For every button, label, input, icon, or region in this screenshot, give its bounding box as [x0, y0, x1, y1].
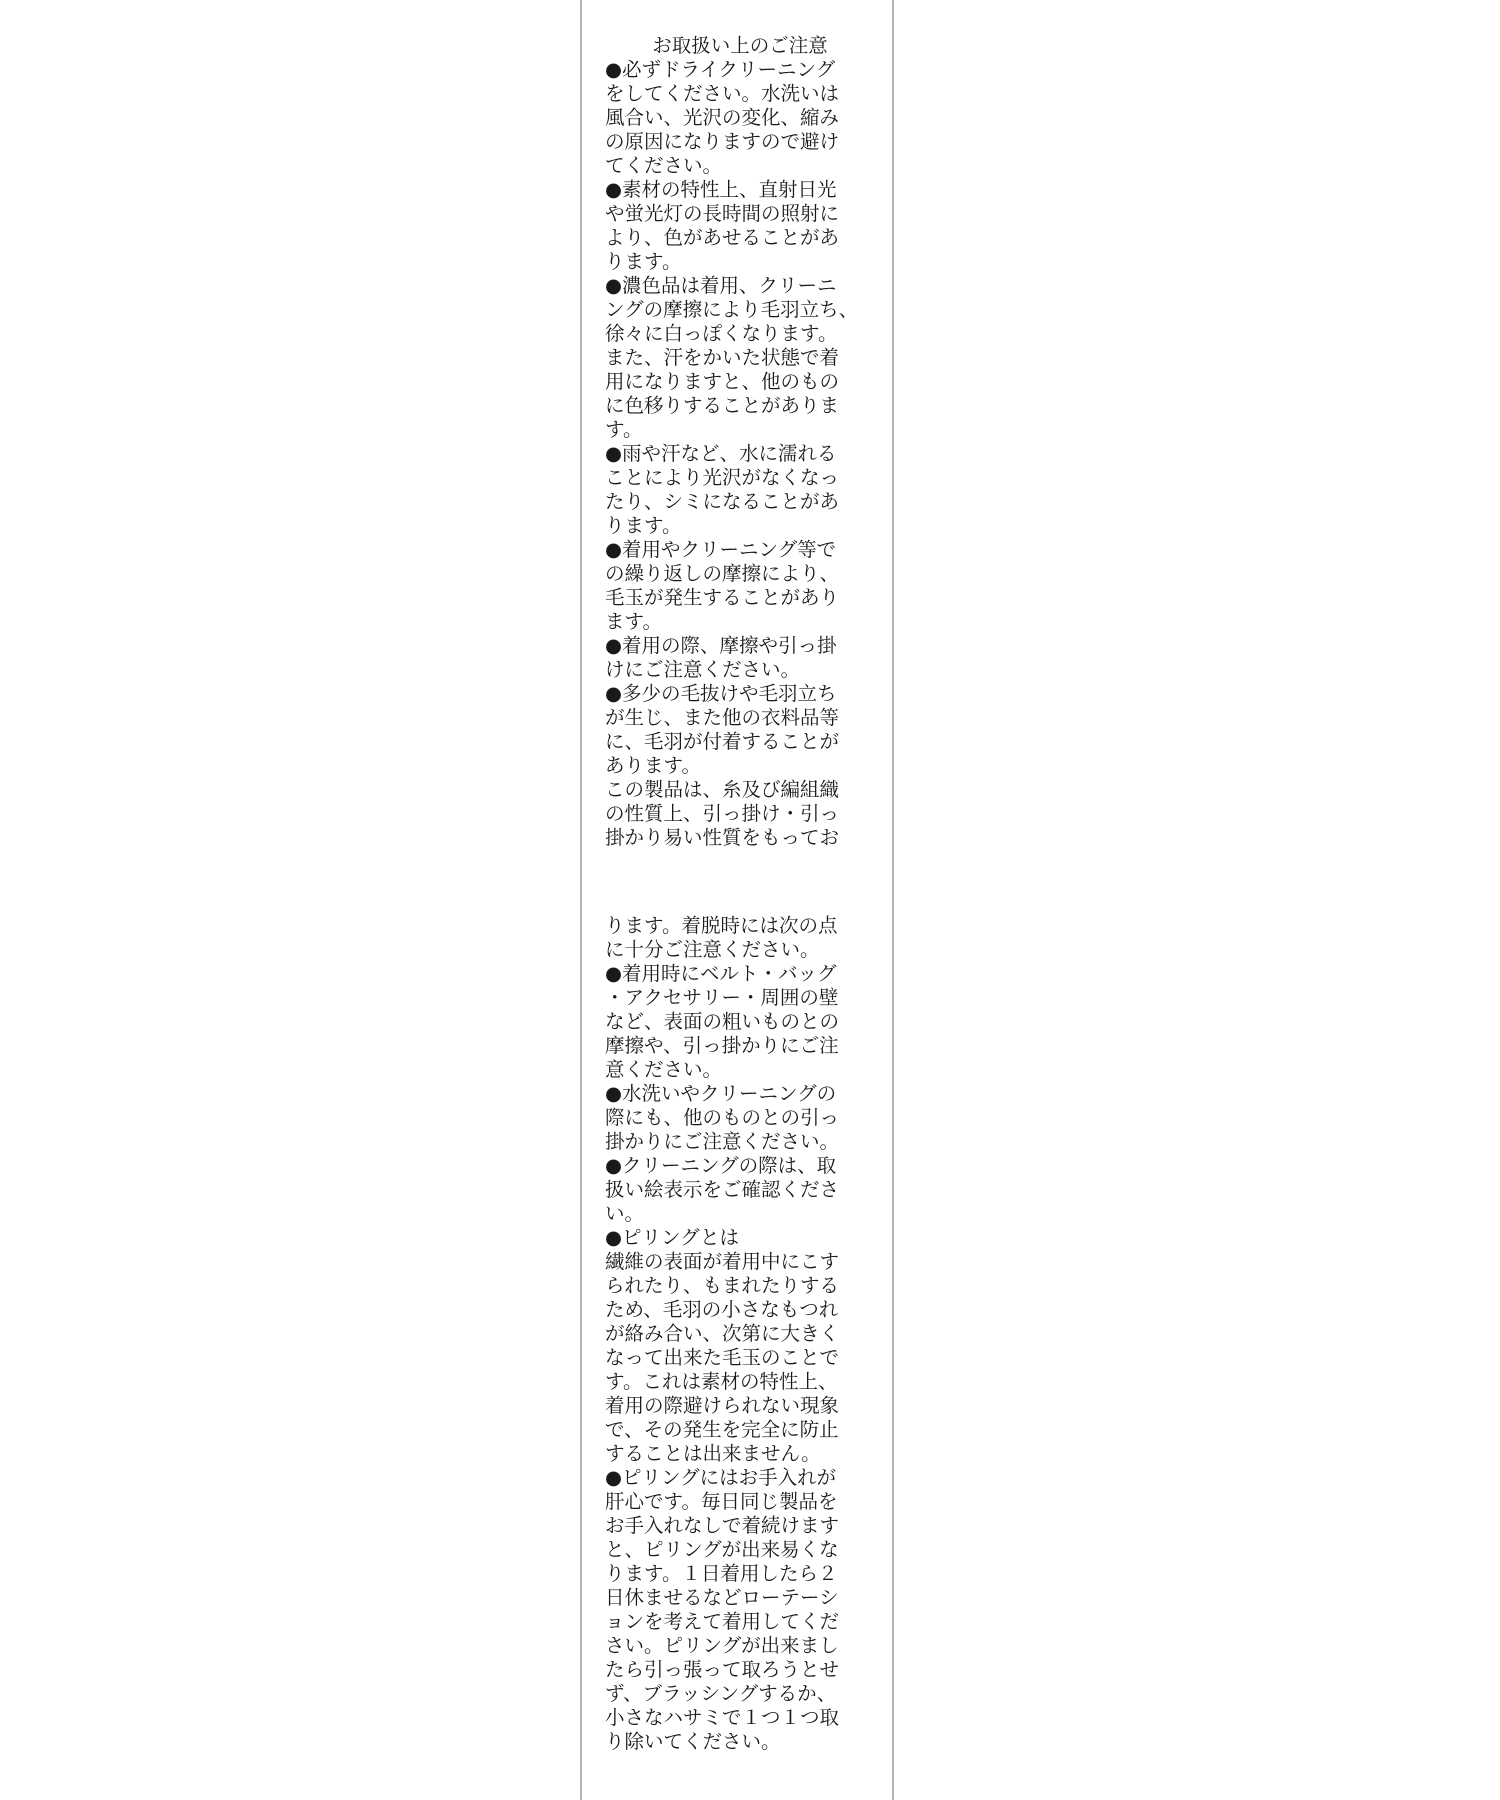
care-text-line: の性質上、引っ掛け・引っ [605, 802, 840, 825]
care-text-line: す。 [605, 418, 643, 441]
care-instructions-block-1 [605, 58, 885, 850]
care-text-line: の原因になりますので避け [605, 130, 840, 153]
care-instructions-block-2 [605, 914, 885, 1754]
care-text-line: 意ください。 [605, 1058, 723, 1081]
care-text-line: また、汗をかいた状態で着 [605, 346, 840, 369]
care-label-title: お取扱い上のご注意 [652, 34, 828, 57]
care-text-line: ・アクセサリー・周囲の壁 [605, 986, 839, 1009]
care-text-line: ●着用やクリーニング等で [605, 538, 837, 561]
care-text-line: 毛玉が発生することがあり [605, 586, 840, 609]
care-text-line: 摩擦や、引っ掛かりにご注 [605, 1034, 839, 1057]
care-text-line: り除いてください。 [605, 1730, 781, 1753]
care-text-line: と、ピリングが出来易くな [605, 1538, 839, 1561]
care-text-line: ●必ずドライクリーニング [605, 58, 836, 81]
care-text-line: 小さなハサミで１つ１つ取 [605, 1706, 840, 1729]
care-text-line: ります。 [605, 514, 682, 537]
care-text-line: ングの摩擦により毛羽立ち、 [605, 298, 859, 321]
care-text-line: ことにより光沢がなくなっ [605, 466, 840, 489]
care-text-line: をしてください。水洗いは [605, 82, 840, 105]
care-text-line: さい。ピリングが出来まし [605, 1634, 839, 1657]
care-text-line: ●着用の際、摩擦や引っ掛 [605, 634, 837, 657]
care-text-line: 徐々に白っぽくなります。 [605, 322, 838, 345]
care-text-line: てください。 [605, 154, 723, 177]
care-text-line: に色移りすることがありま [605, 394, 840, 417]
care-text-line: 繊維の表面が着用中にこす [605, 1250, 840, 1273]
care-text-line: や蛍光灯の長時間の照射に [605, 202, 840, 225]
care-text-line: けにご注意ください。 [605, 658, 801, 681]
care-text-line: ●雨や汗など、水に濡れる [605, 442, 837, 465]
care-text-line: が生じ、また他の衣料品等 [605, 706, 840, 729]
care-text-line: ります。１日着用したら２ [605, 1562, 838, 1585]
care-text-line: あります。 [605, 754, 701, 777]
care-text-line: 肝心です。毎日同じ製品を [605, 1490, 838, 1513]
care-text-line: す。これは素材の特性上、 [605, 1370, 838, 1393]
care-text-line: なって出来た毛玉のことで [605, 1346, 840, 1369]
care-text-line: お手入れなしで着続けます [605, 1514, 840, 1537]
care-text-line: い。 [605, 1202, 645, 1225]
care-text-line: より、色があせることがあ [605, 226, 840, 249]
care-text-line: ●着用時にベルト・バッグ [605, 962, 837, 985]
care-text-line: ず、ブラッシングするか、 [605, 1682, 837, 1705]
care-text-line: 日休ませるなどローテーシ [605, 1586, 839, 1609]
care-text-line: ります。着脱時には次の点 [605, 914, 838, 937]
care-text-line: など、表面の粗いものとの [605, 1010, 840, 1033]
care-text-line: ります。 [605, 250, 682, 273]
care-text-line: ●素材の特性上、直射日光 [605, 178, 837, 201]
care-text-line: の繰り返しの摩擦により、 [605, 562, 840, 585]
care-text-line: ●多少の毛抜けや毛羽立ち [605, 682, 837, 705]
care-text-line: で、その発生を完全に防止 [605, 1418, 839, 1441]
care-text-line: ●ピリングとは [605, 1226, 740, 1249]
care-text-line: 風合い、光沢の変化、縮み [605, 106, 840, 129]
care-text-line: 際にも、他のものとの引っ [605, 1106, 840, 1129]
care-text-line: ●濃色品は着用、クリーニ [605, 274, 837, 297]
care-text-line: ●クリーニングの際は、取 [605, 1154, 837, 1177]
care-text-line: ●ピリングにはお手入れが [605, 1466, 837, 1489]
care-text-line: ●水洗いやクリーニングの [605, 1082, 837, 1105]
care-text-line: 扱い絵表示をご確認くださ [605, 1178, 840, 1201]
care-text-line: ます。 [605, 610, 662, 633]
care-text-line: が絡み合い、次第に大きく [605, 1322, 840, 1345]
care-text-line: られたり、もまれたりする [605, 1274, 840, 1297]
care-text-line: たら引っ張って取ろうとせ [605, 1658, 840, 1681]
care-text-line: 用になりますと、他のもの [605, 370, 840, 393]
care-text-line: 掛かり易い性質をもってお [605, 826, 840, 849]
care-text-line: に、毛羽が付着することが [605, 730, 840, 753]
care-text-line: 着用の際避けられない現象 [605, 1394, 840, 1417]
care-text-line: することは出来ません。 [605, 1442, 821, 1465]
care-text-line: に十分ご注意ください。 [605, 938, 820, 961]
care-text-line: 掛かりにご注意ください。 [605, 1130, 840, 1153]
care-text-line: ため、毛羽の小さなもつれ [605, 1298, 839, 1321]
care-text-line: たり、シミになることがあ [605, 490, 840, 513]
care-text-line: この製品は、糸及び編組織 [605, 778, 840, 801]
care-text-line: ョンを考えて着用してくだ [605, 1610, 840, 1633]
